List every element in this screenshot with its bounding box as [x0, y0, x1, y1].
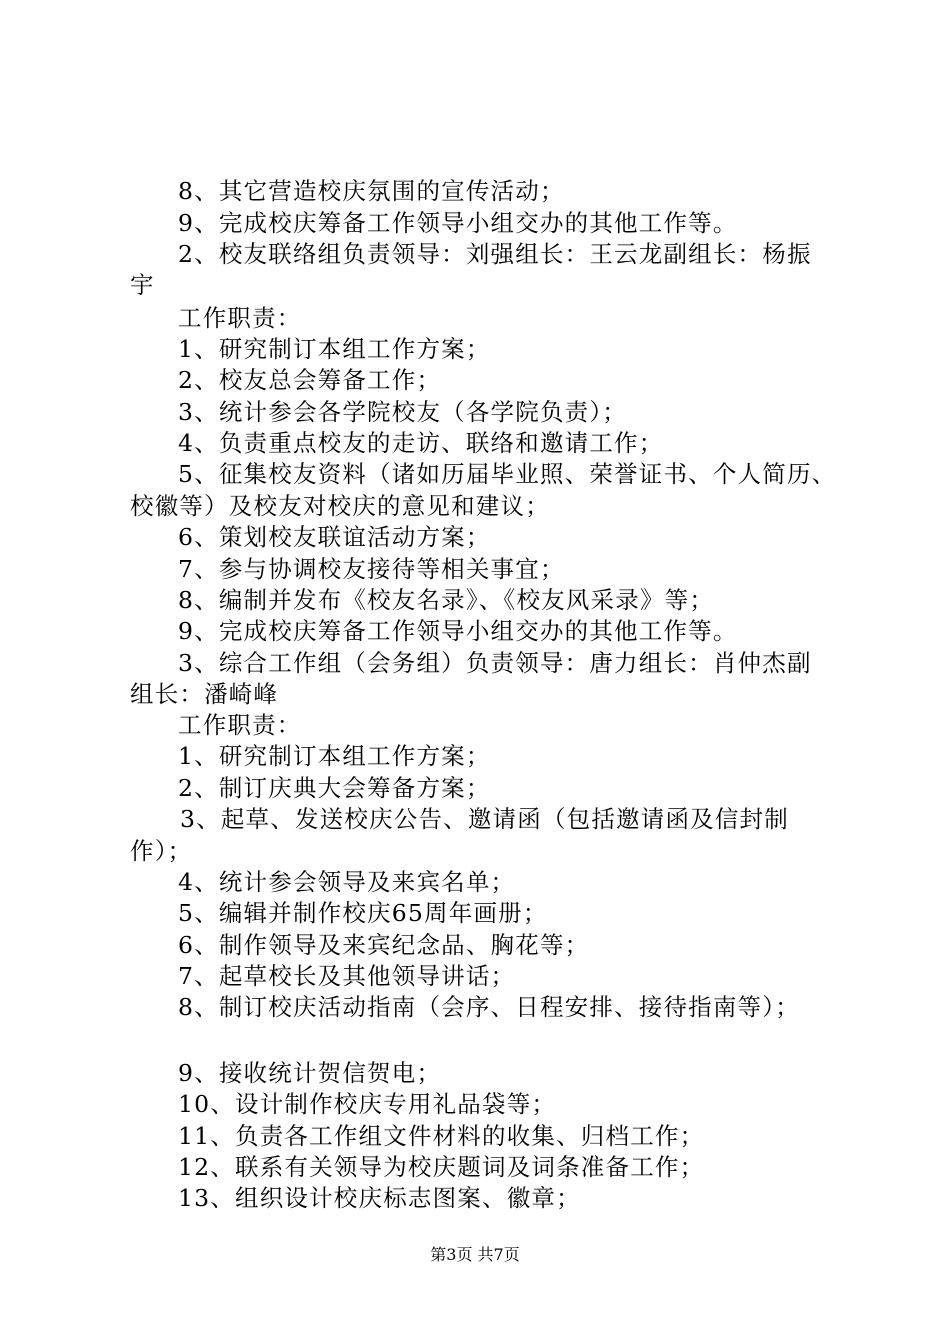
section-heading-continuation: 组长：潘崎峰	[130, 680, 279, 708]
list-item: 4、负责重点校友的走访、联络和邀请工作；	[178, 429, 664, 457]
section-heading-line: 3、综合工作组（会务组）负责领导：唐力组长：肖仲杰副	[178, 649, 812, 677]
section-heading-line: 2、校友联络组负责领导：刘强组长：王云龙副组长：杨振	[178, 240, 812, 268]
list-item-continuation: 校徽等）及校友对校庆的意见和建议；	[130, 492, 550, 520]
list-item: 9、完成校庆筹备工作领导小组交办的其他工作等。	[178, 617, 738, 645]
paragraph-line: 8、其它营造校庆氛围的宣传活动；	[178, 177, 565, 205]
list-item: 11、负责各工作组文件材料的收集、归档工作；	[178, 1122, 705, 1150]
list-item: 6、策划校友联谊活动方案；	[178, 523, 491, 551]
list-item: 3、起草、发送校庆公告、邀请函（包括邀请函及信封制	[180, 805, 789, 833]
page-footer: 第3页 共7页	[430, 1245, 520, 1264]
duties-label: 工作职责：	[178, 711, 302, 739]
list-item: 1、研究制订本组工作方案；	[178, 742, 491, 770]
list-item: 9、接收统计贺信贺电；	[178, 1059, 442, 1087]
list-item-continuation: 作）；	[130, 837, 193, 865]
duties-label: 工作职责：	[178, 304, 302, 332]
list-item: 5、编辑并制作校庆65周年画册；	[178, 899, 548, 927]
list-item: 4、统计参会领导及来宾名单；	[178, 868, 516, 896]
list-item: 7、参与协调校友接待等相关事宜；	[178, 555, 565, 583]
list-item: 5、征集校友资料（诸如历届毕业照、荣誉证书、个人简历、	[178, 460, 837, 488]
list-item: 2、校友总会筹备工作；	[178, 366, 442, 394]
paragraph-line: 9、完成校庆筹备工作领导小组交办的其他工作等。	[178, 209, 738, 237]
list-item: 10、设计制作校庆专用礼品袋等；	[178, 1090, 557, 1118]
section-heading-continuation: 宇	[130, 271, 155, 299]
list-item: 13、组织设计校庆标志图案、徽章；	[178, 1184, 581, 1212]
list-item: 8、编制并发布《校友名录》、《校友风采录》等；	[178, 586, 715, 614]
list-item: 1、研究制订本组工作方案；	[178, 335, 491, 363]
list-item: 6、制作领导及来宾纪念品、胸花等；	[178, 931, 590, 959]
list-item: 8、制订校庆活动指南（会序、日程安排、接待指南等）；	[178, 993, 800, 1021]
list-item: 12、联系有关领导为校庆题词及词条准备工作；	[178, 1153, 705, 1181]
list-item: 3、统计参会各学院校友（各学院负责）；	[178, 398, 628, 426]
list-item: 7、起草校长及其他领导讲话；	[178, 962, 516, 990]
list-item: 2、制订庆典大会筹备方案；	[178, 774, 491, 802]
